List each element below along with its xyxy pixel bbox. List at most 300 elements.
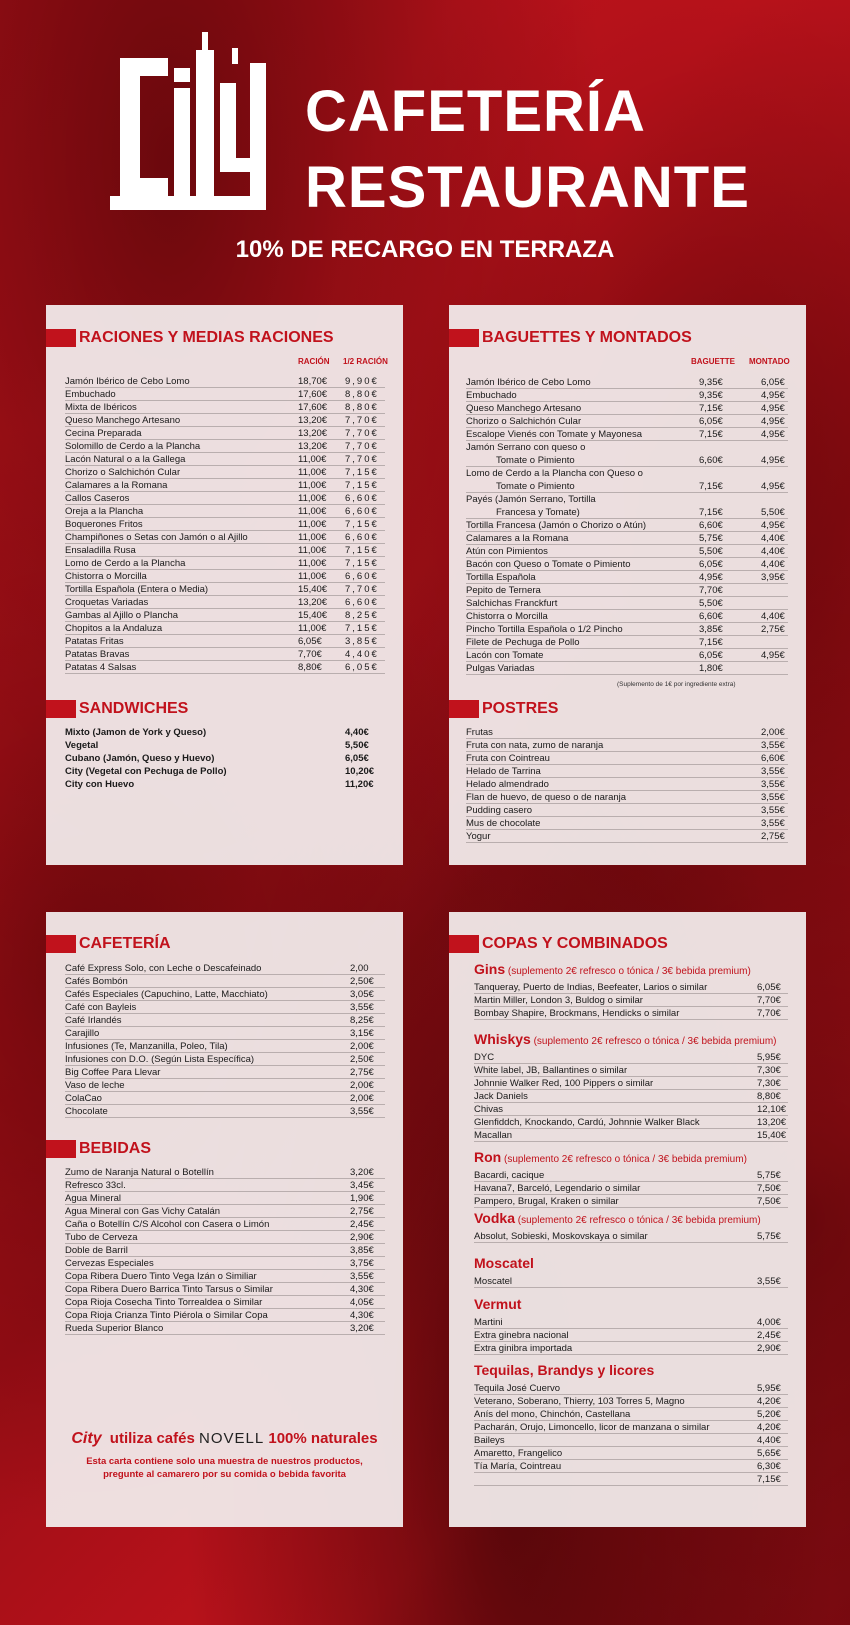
item-name: Jack Daniels <box>474 1091 528 1102</box>
menu-item <box>65 375 385 388</box>
item-price-half: 8,25€ <box>345 610 379 621</box>
item-name: Amaretto, Frangelico <box>474 1448 563 1459</box>
menu-item <box>466 571 788 584</box>
title-line-1: CAFETERÍA <box>305 79 646 144</box>
item-price: 5,50€ <box>345 740 369 751</box>
item-name: Croquetas Variadas <box>65 597 149 608</box>
menu-item <box>65 557 385 570</box>
item-price: 4,40€ <box>757 1435 781 1446</box>
menu-item <box>65 401 385 414</box>
menu-item <box>466 636 788 649</box>
item-name: Patatas Bravas <box>65 649 130 660</box>
item-price: 12,10€ <box>757 1104 787 1115</box>
item-name: Pepito de Ternera <box>466 585 541 596</box>
item-price: 3,55€ <box>761 779 785 790</box>
menu-item <box>466 584 788 597</box>
menu-item <box>474 1169 788 1182</box>
item-price: 6,05€ <box>699 416 723 427</box>
item-name: Fruta con Cointreau <box>466 753 550 764</box>
item-price: 3,55€ <box>350 1106 374 1117</box>
novell-line: City utiliza cafés NOVELL 100% naturales <box>71 1430 378 1447</box>
item-price: 2,45€ <box>757 1330 781 1341</box>
item-name: Vaso de leche <box>65 1080 125 1091</box>
menu-item <box>65 1231 385 1244</box>
item-price: 5,65€ <box>757 1448 781 1459</box>
item-price-half: 5,50€ <box>761 507 785 518</box>
item-name: Martin Miller, London 3, Buldog o similar <box>474 995 643 1006</box>
panel-raciones <box>46 305 403 865</box>
item-name: Caña o Botellín C/S Alcohol con Casera o Limón <box>65 1219 270 1230</box>
item-name: Havana7, Barceló, Legendario o similar <box>474 1183 641 1194</box>
item-price-half: 4,40€ <box>345 649 379 660</box>
menu-item <box>65 1192 385 1205</box>
item-name: Cafés Bombón <box>65 976 128 987</box>
menu-item <box>466 765 788 778</box>
menu-item <box>65 453 385 466</box>
menu-item <box>466 623 788 636</box>
item-price: 15,40€ <box>757 1130 787 1141</box>
item-name: Copa Ribera Duero Barrica Tinto Tarsus o Similar <box>65 1284 273 1295</box>
menu-item <box>65 531 385 544</box>
item-name: Pulgas Variadas <box>466 663 535 674</box>
item-price: 6,60€ <box>699 611 723 622</box>
menu-item <box>65 1092 385 1105</box>
item-name: Lacón con Tomate <box>466 650 544 661</box>
menu-item <box>466 726 788 739</box>
item-name: Queso Manchego Artesano <box>65 415 181 426</box>
item-name: Oreja a la Plancha <box>65 506 144 517</box>
item-price: 3,20€ <box>350 1323 374 1334</box>
section-bebidas <box>46 1140 151 1158</box>
copas-group-items <box>474 1230 788 1243</box>
section-title: CAFETERÍA <box>79 935 171 952</box>
item-price: 2,00€ <box>350 1080 374 1091</box>
section-title: COPAS Y COMBINADOS <box>482 935 668 952</box>
item-name: Filete de Pechuga de Pollo <box>466 637 580 648</box>
item-name: Helado de Tarrina <box>466 766 541 777</box>
item-price: 13,20€ <box>298 415 328 426</box>
menu-item <box>65 778 385 791</box>
menu-item <box>466 610 788 623</box>
item-price: 3,55€ <box>761 792 785 803</box>
menu-item <box>65 388 385 401</box>
menu-item <box>65 414 385 427</box>
item-name: Queso Manchego Artesano <box>466 403 582 414</box>
menu-item <box>474 1064 788 1077</box>
copas-group-items <box>474 981 788 1020</box>
item-name: Patatas Fritas <box>65 636 124 647</box>
menu-item <box>65 1296 385 1309</box>
menu-item <box>65 440 385 453</box>
menu-item <box>65 1179 385 1192</box>
item-price-half: 7,15€ <box>345 519 379 530</box>
item-name: Agua Mineral con Gas Vichy Catalán <box>65 1206 221 1217</box>
item-name: Pacharán, Orujo, Limoncello, licor de manzana o similar <box>474 1422 710 1433</box>
section-title: BEBIDAS <box>79 1140 152 1157</box>
item-price: 7,15€ <box>699 429 723 440</box>
item-name: Zumo de Naranja Natural o Botellín <box>65 1167 214 1178</box>
section-sandwiches <box>46 700 188 718</box>
item-name: DYC <box>474 1052 495 1063</box>
item-price: 18,70€ <box>298 376 328 387</box>
item-name: Tía María, Cointreau <box>474 1461 562 1472</box>
item-price: 3,85€ <box>350 1245 374 1256</box>
item-price: 9,35€ <box>699 377 723 388</box>
baguettes-note: (Suplemento de 1€ por ingrediente extra) <box>617 681 736 688</box>
item-price-half: 7,70€ <box>345 584 379 595</box>
menu-item <box>474 1342 788 1355</box>
item-price-half: 4,40€ <box>761 533 785 544</box>
item-price-half: 7,70€ <box>345 428 379 439</box>
item-price: 7,15€ <box>699 507 723 518</box>
item-price: 7,70€ <box>298 649 322 660</box>
item-price: 11,00€ <box>298 519 327 530</box>
item-name: Bacardi, cacique <box>474 1170 545 1181</box>
menu-item <box>65 1205 385 1218</box>
item-price: 5,50€ <box>699 598 723 609</box>
item-price: 11,00€ <box>298 493 327 504</box>
item-name: Veterano, Soberano, Thierry, 103 Torres 5, Magno <box>474 1396 685 1407</box>
title-line-2: RESTAURANTE <box>305 155 750 220</box>
item-price-half: 4,95€ <box>761 416 785 427</box>
item-price: 6,30€ <box>757 1461 781 1472</box>
menu-item <box>474 1230 788 1243</box>
menu-item <box>466 817 788 830</box>
item-price-half: 4,95€ <box>761 481 785 492</box>
item-price: 6,05€ <box>345 753 369 764</box>
item-price: 4,05€ <box>350 1297 374 1308</box>
menu-item <box>474 1116 788 1129</box>
item-price: 13,20€ <box>298 597 328 608</box>
menu-item <box>65 479 385 492</box>
item-price-half: 4,40€ <box>761 546 785 557</box>
menu-item <box>65 739 385 752</box>
item-name: Frutas <box>466 727 493 738</box>
item-price: 7,15€ <box>699 403 723 414</box>
item-price: 5,95€ <box>757 1052 781 1063</box>
copas-group-items <box>474 1316 788 1355</box>
section-raciones <box>46 329 334 347</box>
item-name: Cubano (Jamón, Queso y Huevo) <box>65 753 215 764</box>
item-price-half: 7,70€ <box>345 454 379 465</box>
item-name: Café Irlandés <box>65 1015 122 1026</box>
menu-item <box>65 1322 385 1335</box>
item-name: Yogur <box>466 831 491 842</box>
menu-item <box>474 1103 788 1116</box>
item-price-half: 7,15€ <box>345 558 379 569</box>
item-price: 6,60€ <box>699 520 723 531</box>
item-name: Doble de Barril <box>65 1245 128 1256</box>
item-price-half: 4,95€ <box>761 455 785 466</box>
copas-group-items <box>474 1382 788 1486</box>
item-name: Jamón Serrano con queso o <box>466 442 586 453</box>
panel-cafeteria <box>46 912 403 1527</box>
menu-item <box>466 519 788 532</box>
section-title: SANDWICHES <box>79 700 189 717</box>
item-price: 2,00€ <box>350 1041 374 1052</box>
menu-item <box>65 492 385 505</box>
item-name: Escalope Vienés con Tomate y Mayonesa <box>466 429 643 440</box>
item-name: Copa Ribera Duero Tinto Vega Izán o Similiar <box>65 1271 257 1282</box>
item-name: Cervezas Especiales <box>65 1258 154 1269</box>
item-price-half: 6,60€ <box>345 597 379 608</box>
item-name: Chorizo o Salchichón Cular <box>466 416 582 427</box>
item-price-half: 9,90€ <box>345 376 379 387</box>
item-name: Callos Caseros <box>65 493 130 504</box>
item-price: 13,20€ <box>298 428 328 439</box>
disclaimer: Esta carta contiene solo una muestra de nuestros productos, pregunte al camarero por su comida o bebida favorita <box>86 1456 363 1480</box>
item-name: Bombay Shapire, Brockmans, Hendicks o similar <box>474 1008 680 1019</box>
item-name: Extra ginebra nacional <box>474 1330 569 1341</box>
item-price: 8,25€ <box>350 1015 374 1026</box>
item-price: 2,75€ <box>350 1206 374 1217</box>
col-racion: RACIÓN <box>298 357 330 366</box>
item-price: 3,55€ <box>350 1002 374 1013</box>
item-price: 17,60€ <box>298 402 328 413</box>
menu-item <box>466 791 788 804</box>
bebidas-list <box>65 1166 385 1335</box>
section-copas <box>449 935 668 953</box>
menu-item <box>466 545 788 558</box>
item-price: 5,50€ <box>699 546 723 557</box>
menu-item <box>474 1421 788 1434</box>
item-price-half: 7,15€ <box>345 467 379 478</box>
menu-item <box>466 415 788 428</box>
menu-item <box>65 765 385 778</box>
item-price: 4,30€ <box>350 1284 374 1295</box>
item-price: 7,30€ <box>757 1078 781 1089</box>
item-price: 7,15€ <box>699 481 723 492</box>
section-title: RACIONES Y MEDIAS RACIONES <box>79 329 334 346</box>
item-name: City con Huevo <box>65 779 135 790</box>
item-name: Tequila José Cuervo <box>474 1383 561 1394</box>
item-name: Tortilla Española <box>466 572 536 583</box>
menu-item <box>65 1283 385 1296</box>
item-price-half: 6,05€ <box>345 662 379 673</box>
item-name: Tanqueray, Puerto de Indias, Beefeater, Larios o similar <box>474 982 708 993</box>
menu-item <box>65 596 385 609</box>
menu-item <box>474 1275 788 1288</box>
item-name: Tortilla Francesa (Jamón o Chorizo o Atún) <box>466 520 647 531</box>
menu-item <box>65 1309 385 1322</box>
copas-group-title: Vermut <box>474 1296 522 1312</box>
menu-item <box>474 1473 788 1486</box>
item-name: Baileys <box>474 1435 505 1446</box>
item-name: Carajillo <box>65 1028 100 1039</box>
item-price-half: 4,95€ <box>761 520 785 531</box>
item-price: 2,90€ <box>350 1232 374 1243</box>
menu-item <box>65 1105 385 1118</box>
item-name: Embuchado <box>466 390 517 401</box>
menu-item <box>65 661 385 674</box>
sandwiches-list <box>65 726 385 791</box>
menu-item <box>466 739 788 752</box>
item-name: Pampero, Brugal, Kraken o similar <box>474 1196 619 1207</box>
menu-item <box>65 1079 385 1092</box>
menu-item <box>466 402 788 415</box>
menu-item <box>65 1066 385 1079</box>
copas-group-items <box>474 1051 788 1142</box>
item-name: Absolut, Sobieski, Moskovskaya o similar <box>474 1231 648 1242</box>
item-price: 2,75€ <box>350 1067 374 1078</box>
item-price: 7,70€ <box>699 585 723 596</box>
item-price: 15,40€ <box>298 584 328 595</box>
col-media-racion: 1/2 RACIÓN <box>343 357 388 366</box>
item-name: Solomillo de Cerdo a la Plancha <box>65 441 201 452</box>
item-name: Chorizo o Salchichón Cular <box>65 467 181 478</box>
menu-item <box>474 1434 788 1447</box>
item-name: Ensaladilla Rusa <box>65 545 136 556</box>
item-name: Lomo de Cerdo a la Plancha <box>65 558 186 569</box>
panel-baguettes <box>449 305 806 865</box>
menu-item <box>65 583 385 596</box>
item-price-half: 3,85€ <box>345 636 379 647</box>
item-price: 11,20€ <box>345 779 374 790</box>
item-price: 11,00€ <box>298 532 327 543</box>
item-price-half: 7,15€ <box>345 545 379 556</box>
item-price: 3,55€ <box>761 766 785 777</box>
panel-copas <box>449 912 806 1527</box>
menu-item <box>474 1182 788 1195</box>
menu-item <box>65 752 385 765</box>
item-price: 2,00€ <box>761 727 785 738</box>
postres-list <box>466 726 788 843</box>
item-name: Cafés Especiales (Capuchino, Latte, Macchiato) <box>65 989 268 1000</box>
item-name: Lacón Natural o a la Gallega <box>65 454 186 465</box>
menu-item <box>466 804 788 817</box>
item-name: Infusiones (Te, Manzanilla, Poleo, Tila) <box>65 1041 228 1052</box>
item-price: 5,75€ <box>699 533 723 544</box>
item-name: Jamón Ibérico de Cebo Lomo <box>65 376 190 387</box>
item-price: 11,00€ <box>298 454 327 465</box>
item-name: Lomo de Cerdo a la Plancha con Queso o <box>466 468 643 479</box>
item-name: Tubo de Cerveza <box>65 1232 138 1243</box>
menu-item <box>474 1077 788 1090</box>
copas-group-title: Tequilas, Brandys y licores <box>474 1362 655 1378</box>
menu-item <box>474 1051 788 1064</box>
menu-item <box>474 1090 788 1103</box>
item-price: 7,50€ <box>757 1183 781 1194</box>
item-name: City (Vegetal con Pechuga de Pollo) <box>65 766 227 777</box>
item-price: 6,05€ <box>757 982 781 993</box>
menu-item <box>65 1218 385 1231</box>
menu-item <box>474 1195 788 1208</box>
item-name: Copa Rioja Cosecha Tinto Torrealdea o Similar <box>65 1297 263 1308</box>
item-price: 7,15€ <box>757 1474 781 1485</box>
item-price: 11,00€ <box>298 623 327 634</box>
item-price-half: 6,60€ <box>345 493 379 504</box>
menu-item <box>466 597 788 610</box>
item-price: 3,85€ <box>699 624 723 635</box>
item-price-half: 2,75€ <box>761 624 785 635</box>
item-price: 2,90€ <box>757 1343 781 1354</box>
menu-item <box>65 1244 385 1257</box>
menu-item <box>65 1270 385 1283</box>
menu-item <box>65 988 385 1001</box>
section-cafeteria <box>46 935 171 953</box>
item-price: 2,00€ <box>350 1093 374 1104</box>
item-price: 5,95€ <box>757 1383 781 1394</box>
item-name: Salchichas Franckfurt <box>466 598 558 609</box>
item-price-half: 7,70€ <box>345 415 379 426</box>
item-price: 9,35€ <box>699 390 723 401</box>
item-name: Chocolate <box>65 1106 108 1117</box>
menu-item <box>474 1395 788 1408</box>
item-name: Café Express Solo, con Leche o Descafeinado <box>65 963 262 974</box>
menu-item <box>65 726 385 739</box>
item-price: 7,70€ <box>757 995 781 1006</box>
item-name: Cecina Preparada <box>65 428 142 439</box>
item-price-half: 6,05€ <box>761 377 785 388</box>
item-price: 17,60€ <box>298 389 328 400</box>
item-price-half: 6,60€ <box>345 506 379 517</box>
item-price: 4,30€ <box>350 1310 374 1321</box>
item-name-cont: Francesa y Tomate) <box>496 507 580 518</box>
item-price: 4,40€ <box>345 727 369 738</box>
item-price: 8,80€ <box>298 662 322 673</box>
item-price: 2,45€ <box>350 1219 374 1230</box>
item-price: 4,00€ <box>757 1317 781 1328</box>
copas-group-title: Vodka (suplemento 2€ refresco o tónica / 3€ bebida premium) <box>474 1210 761 1226</box>
item-name: Johnnie Walker Red, 100 Pippers o similar <box>474 1078 654 1089</box>
item-name: Payés (Jamón Serrano, Tortilla <box>466 494 596 505</box>
menu-item <box>65 544 385 557</box>
item-price: 3,75€ <box>350 1258 374 1269</box>
item-name: Flan de huevo, de queso o de naranja <box>466 792 627 803</box>
col-baguette: BAGUETTE <box>691 357 735 366</box>
menu-item <box>65 962 385 975</box>
menu-item <box>466 830 788 843</box>
item-name: Calamares a la Romana <box>65 480 168 491</box>
item-price: 3,05€ <box>350 989 374 1000</box>
item-name: Martini <box>474 1317 503 1328</box>
item-price: 2,50€ <box>350 1054 374 1065</box>
item-price: 2,00 <box>350 963 369 974</box>
city-logo <box>110 28 275 213</box>
item-price: 5,75€ <box>757 1231 781 1242</box>
item-price: 7,30€ <box>757 1065 781 1076</box>
item-price: 7,50€ <box>757 1196 781 1207</box>
baguettes-list <box>466 376 788 675</box>
item-price: 7,15€ <box>699 637 723 648</box>
item-price: 11,00€ <box>298 480 327 491</box>
item-name: Atún con Pimientos <box>466 546 548 557</box>
item-name: Copa Rioja Crianza Tinto Piérola o Similar Copa <box>65 1310 268 1321</box>
menu-item <box>65 648 385 661</box>
item-price-half: 8,80€ <box>345 402 379 413</box>
item-name: Pincho Tortilla Española o 1/2 Pincho <box>466 624 623 635</box>
item-price: 13,20€ <box>757 1117 787 1128</box>
item-price-half: 4,95€ <box>761 650 785 661</box>
item-price-half: 4,40€ <box>761 611 785 622</box>
copas-group-items <box>474 1169 788 1208</box>
item-name: Vegetal <box>65 740 99 751</box>
menu-item <box>474 1316 788 1329</box>
item-name: Pudding casero <box>466 805 533 816</box>
item-name: Gambas al Ajillo o Plancha <box>65 610 179 621</box>
item-price: 3,55€ <box>757 1276 781 1287</box>
menu-item <box>466 752 788 765</box>
item-name: Infusiones con D.O. (Según Lista Específica) <box>65 1054 255 1065</box>
item-price: 8,80€ <box>757 1091 781 1102</box>
item-price-half: 3,95€ <box>761 572 785 583</box>
item-name: Agua Mineral <box>65 1193 121 1204</box>
item-price-half: 7,15€ <box>345 480 379 491</box>
item-price: 4,20€ <box>757 1396 781 1407</box>
menu-item <box>65 635 385 648</box>
section-baguettes <box>449 329 692 347</box>
item-name: Moscatel <box>474 1276 513 1287</box>
